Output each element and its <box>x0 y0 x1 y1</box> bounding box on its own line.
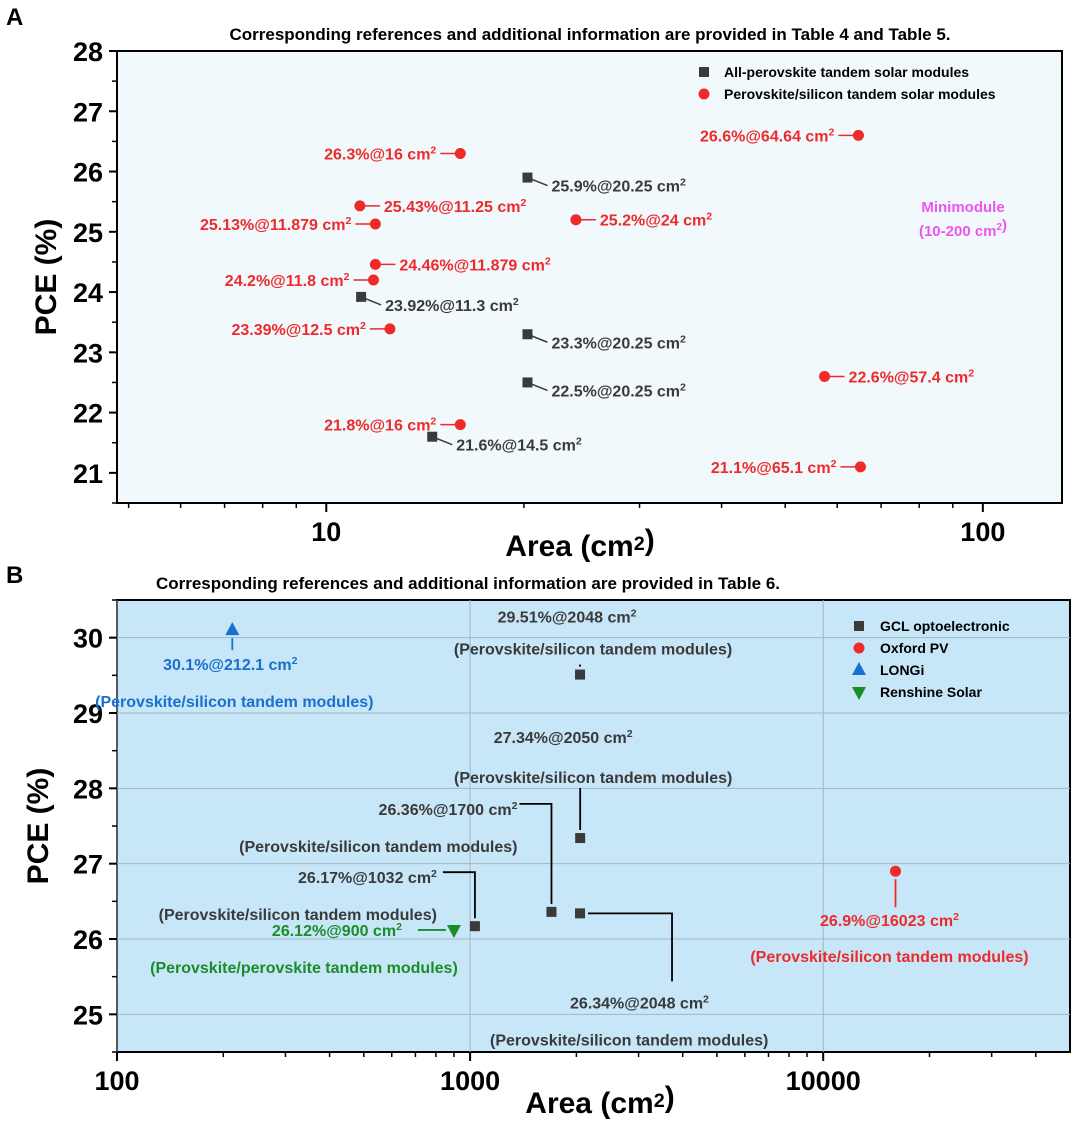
point-data-label: 26.3%@16 $cm^2$ <box>324 144 437 164</box>
gcl-optoelectronic-point <box>575 670 585 680</box>
x-tick-label: 10 <box>311 517 342 547</box>
panel-b-title: Corresponding references and additional information are provided in Table 6. <box>155 574 781 593</box>
point-data-label: 26.34%@2048 $cm^2$ <box>570 993 709 1013</box>
x-tick-label: 1000 <box>440 1066 501 1096</box>
y-tick-label: 27 <box>72 849 103 880</box>
point-data-label: 22.6%@57.4 $cm^2$ <box>848 367 975 387</box>
point-data-label: 24.46%@11.879 $cm^2$ <box>399 255 551 275</box>
perovskite-silicon-tandem-solar-modules-point <box>455 148 466 159</box>
point-data-label: 25.9%@20.25 $cm^2$ <box>551 176 686 196</box>
all-perovskite-tandem-solar-modules-point <box>522 173 532 183</box>
point-note-label: (Perovskite/silicon tandem modules) <box>239 838 518 856</box>
perovskite-silicon-tandem-solar-modules-point <box>819 371 830 382</box>
perovskite-silicon-tandem-solar-modules-point <box>354 200 365 211</box>
panel-a-label: A <box>6 4 24 31</box>
point-data-label: 29.51%@2048 $cm^2$ <box>497 607 637 627</box>
panel-a-x-axis-title: Area $(cm^2)$ <box>505 524 655 563</box>
perovskite-silicon-tandem-solar-modules-point <box>455 419 466 430</box>
panel-b <box>6 562 1070 1120</box>
point-data-label: 23.3%@20.25 $cm^2$ <box>551 333 686 353</box>
point-note-label: (Perovskite/silicon tandem modules) <box>453 641 733 659</box>
gcl-optoelectronic-point <box>575 908 585 918</box>
legend-entry: LONGi <box>880 662 925 678</box>
point-note-label: (Perovskite/perovskite tandem modules) <box>150 959 458 977</box>
y-tick-label: 25 <box>72 217 103 248</box>
annotation-line-2: (10-200 $cm^2$) <box>918 217 1008 240</box>
panel-a-title: Corresponding references and additional information are provided in Table 4 and Table 5. <box>229 25 951 44</box>
y-tick-label: 23 <box>72 338 103 369</box>
point-data-label: 25.2%@24 $cm^2$ <box>599 210 713 230</box>
all-perovskite-tandem-solar-modules-point <box>356 292 366 302</box>
point-data-label: 30.1%@212.1 $cm^2$ <box>163 655 298 675</box>
legend-marker-gcl-optoelectronic <box>854 621 864 631</box>
y-tick-label: 30 <box>72 623 103 654</box>
perovskite-silicon-tandem-solar-modules-point <box>368 275 379 286</box>
point-note-label: (Perovskite/silicon tandem modules) <box>750 949 1029 967</box>
y-tick-label: 26 <box>72 157 103 188</box>
y-tick-label: 28 <box>72 37 103 67</box>
y-tick-label: 27 <box>72 97 103 128</box>
point-data-label: 21.1%@65.1 $cm^2$ <box>710 457 837 477</box>
point-note-label: (Perovskite/silicon tandem modules) <box>490 1032 769 1050</box>
point-data-label: 26.17%@1032 $cm^2$ <box>298 868 437 888</box>
point-data-label: 26.6%@64.64 $cm^2$ <box>699 126 835 146</box>
y-tick-label: 24 <box>72 278 103 309</box>
point-data-label: 23.92%@11.3 $cm^2$ <box>385 295 519 315</box>
point-data-label: 26.12%@900 $cm^2$ <box>271 920 402 940</box>
gcl-optoelectronic-point <box>575 833 585 843</box>
legend-marker-perovskite-silicon-tandem-solar-modules <box>699 89 710 100</box>
y-tick-label: 21 <box>72 458 103 489</box>
y-tick-label: 28 <box>72 774 103 805</box>
point-note-label: (Perovskite/silicon tandem modules) <box>454 770 733 788</box>
panel-a-y-axis-label: PCE (%) <box>30 218 63 336</box>
perovskite-silicon-tandem-solar-modules-point <box>384 323 395 334</box>
legend-entry: All-perovskite tandem solar modules <box>724 64 970 80</box>
y-tick-label: 29 <box>72 699 103 729</box>
annotation-line-1: Minimodule <box>921 199 1005 216</box>
legend-entry: GCL optoelectronic <box>880 618 1010 634</box>
point-data-label: 24.2%@11.8 $cm^2$ <box>224 271 350 291</box>
point-data-label: 26.9%@16023 $cm^2$ <box>820 911 959 931</box>
legend-entry: Oxford PV <box>880 640 949 656</box>
y-tick-label: 22 <box>72 398 103 429</box>
gcl-optoelectronic-point <box>546 907 556 917</box>
x-tick-label: 100 <box>94 1066 140 1096</box>
panel-a <box>6 4 1062 563</box>
legend-marker-all-perovskite-tandem-solar-modules <box>699 67 709 77</box>
gcl-optoelectronic-point <box>470 921 480 931</box>
panel-b-label: B <box>6 562 24 589</box>
legend-entry: Perovskite/silicon tandem solar modules <box>724 86 996 102</box>
point-note-label: (Perovskite/silicon tandem modules) <box>95 694 374 712</box>
point-data-label: 25.43%@11.25 $cm^2$ <box>383 196 527 216</box>
point-data-label: 27.34%@2050 $cm^2$ <box>493 728 633 748</box>
oxford-pv-point <box>890 866 901 877</box>
all-perovskite-tandem-solar-modules-point <box>522 377 532 387</box>
perovskite-silicon-tandem-solar-modules-point <box>570 214 581 225</box>
legend-entry: Renshine Solar <box>880 684 982 700</box>
x-tick-label: 10000 <box>785 1066 861 1096</box>
panel-b-y-axis-label: PCE (%) <box>22 767 55 885</box>
point-data-label: 22.5%@20.25 $cm^2$ <box>551 381 686 401</box>
point-data-label: 23.39%@12.5 $cm^2$ <box>231 319 366 339</box>
all-perovskite-tandem-solar-modules-point <box>522 329 532 339</box>
y-tick-label: 25 <box>72 1000 103 1031</box>
legend-marker-oxford-pv <box>854 643 865 654</box>
y-tick-label: 26 <box>72 925 103 955</box>
point-data-label: 25.13%@11.879 $cm^2$ <box>200 214 352 234</box>
point-data-label: 21.6%@14.5 $cm^2$ <box>456 435 582 455</box>
panel-b-x-axis-title: Area $(cm^2)$ <box>525 1081 675 1120</box>
perovskite-silicon-tandem-solar-modules-point <box>853 130 864 141</box>
perovskite-silicon-tandem-solar-modules-point <box>370 218 381 229</box>
point-data-label: 26.36%@1700 $cm^2$ <box>378 799 518 819</box>
x-tick-label: 100 <box>960 517 1006 547</box>
perovskite-silicon-tandem-solar-modules-point <box>370 259 381 270</box>
point-data-label: 21.8%@16 $cm^2$ <box>324 415 437 435</box>
perovskite-silicon-tandem-solar-modules-point <box>855 461 866 472</box>
point-note-label: (Perovskite/silicon tandem modules) <box>158 907 437 925</box>
